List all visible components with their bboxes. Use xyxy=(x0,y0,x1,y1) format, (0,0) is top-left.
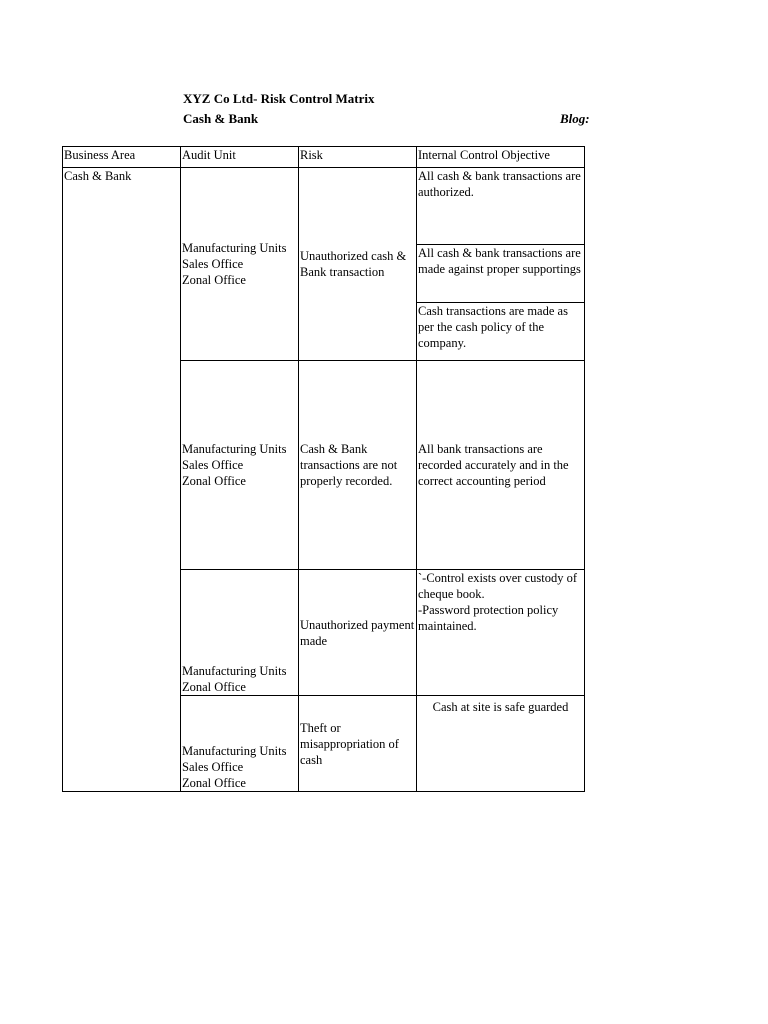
column-header-audit-unit: Audit Unit xyxy=(181,147,299,168)
control-objective-cell xyxy=(417,303,585,361)
table-header-row xyxy=(63,147,585,168)
document-subtitle: Cash & Bank xyxy=(183,111,259,126)
control-objective-text: Cash at site is safe guarded xyxy=(432,700,569,714)
audit-unit-item: Sales Office xyxy=(182,257,244,271)
audit-unit-item: Zonal Office xyxy=(182,680,246,694)
risk-cell xyxy=(299,168,417,361)
control-objective-cell xyxy=(417,361,585,570)
audit-unit-cell xyxy=(181,696,299,792)
audit-unit-item: Manufacturing Units xyxy=(182,744,287,758)
audit-unit-item: Manufacturing Units xyxy=(182,664,287,678)
control-objective-text: All cash & bank transactions are authorized. xyxy=(418,169,581,199)
table-row xyxy=(63,168,585,245)
control-objective-text: All cash & bank transactions are made against proper supportings xyxy=(418,246,581,276)
audit-unit-item: Zonal Office xyxy=(182,776,246,790)
audit-unit-cell xyxy=(181,570,299,696)
audit-unit-cell xyxy=(181,168,299,361)
blog-label: Blog: xyxy=(560,111,590,126)
risk-text: Unauthorized cash & Bank transaction xyxy=(300,249,407,279)
control-objective-text: All bank transactions are recorded accurately and in the correct accounting period xyxy=(418,442,569,488)
audit-unit-cell xyxy=(181,361,299,570)
audit-unit-item: Manufacturing Units xyxy=(182,442,287,456)
control-objective-text: Cash transactions are made as per the cash policy of the company. xyxy=(418,304,568,350)
column-header-business-area: Business Area xyxy=(63,147,181,168)
risk-cell xyxy=(299,361,417,570)
business-area-cell: Cash & Bank xyxy=(63,168,181,792)
audit-unit-item: Sales Office xyxy=(182,760,244,774)
control-objective-text: `-Control exists over custody of cheque book. xyxy=(418,571,578,601)
control-objective-cell xyxy=(417,696,585,792)
column-header-risk: Risk xyxy=(299,147,417,168)
control-objective-cell xyxy=(417,570,585,696)
audit-unit-item: Sales Office xyxy=(182,458,244,472)
document-title: XYZ Co Ltd- Risk Control Matrix xyxy=(183,91,375,106)
control-objective-text: -Password protection policy maintained. xyxy=(418,603,559,633)
control-objective-cell xyxy=(417,245,585,303)
risk-text: Theft or misappropriation of cash xyxy=(300,720,399,767)
audit-unit-item: Zonal Office xyxy=(182,474,246,488)
control-objective-cell xyxy=(417,168,585,245)
risk-text: Unauthorized payment made xyxy=(300,617,415,648)
risk-cell xyxy=(299,570,417,696)
risk-control-matrix-table xyxy=(62,146,585,792)
risk-text: Cash & Bank transactions are not properly recorded. xyxy=(300,442,398,488)
risk-cell xyxy=(299,696,417,792)
audit-unit-item: Manufacturing Units xyxy=(182,241,287,255)
column-header-control-objective: Internal Control Objective xyxy=(417,147,585,168)
audit-unit-item: Zonal Office xyxy=(182,273,246,287)
